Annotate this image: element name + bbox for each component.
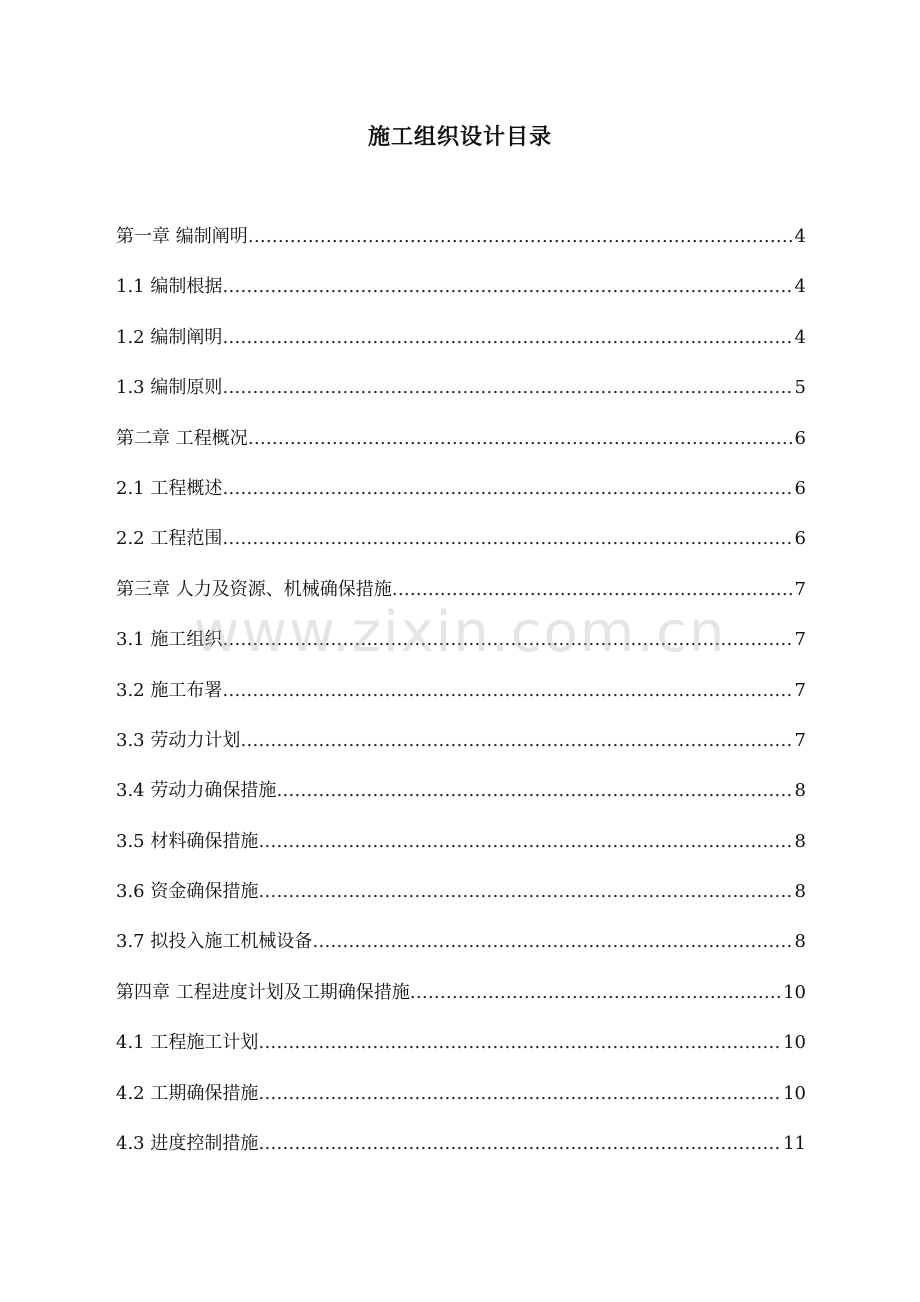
toc-entry bbox=[116, 877, 806, 927]
toc-entry-page: 6 bbox=[794, 528, 806, 550]
toc-entry-label: 1.2 编制阐明 bbox=[116, 326, 223, 348]
toc-entry-label: 2.1 工程概述 bbox=[116, 477, 223, 499]
toc-leader-dots bbox=[222, 276, 792, 297]
toc-entry bbox=[116, 827, 806, 877]
toc-entry bbox=[116, 373, 806, 423]
toc-entry-label: 4.2 工期确保措施 bbox=[116, 1082, 259, 1104]
toc-entry-page: 7 bbox=[794, 629, 806, 651]
toc-leader-dots bbox=[222, 680, 792, 701]
toc-entry bbox=[116, 1079, 806, 1129]
toc-entry bbox=[116, 1028, 806, 1078]
toc-entry-label: 3.4 劳动力确保措施 bbox=[116, 780, 277, 802]
toc-entry-label: 第一章 编制阐明 bbox=[116, 226, 248, 247]
toc-entry-page: 4 bbox=[794, 326, 806, 348]
toc-leader-dots bbox=[258, 1133, 781, 1154]
toc-entry-page: 10 bbox=[783, 981, 806, 1003]
toc-entry-label: 3.1 施工组织 bbox=[116, 629, 223, 651]
toc-entry bbox=[116, 726, 806, 776]
document-title: 施工组织设计目录 bbox=[367, 124, 552, 150]
toc-entry-label: 2.2 工程范围 bbox=[116, 528, 223, 550]
toc-entry-label: 1.1 编制根据 bbox=[116, 276, 223, 298]
toc-entry-page: 6 bbox=[794, 477, 806, 499]
toc-leader-dots bbox=[258, 1083, 781, 1104]
toc-leader-dots bbox=[222, 629, 792, 650]
toc-leader-dots bbox=[248, 428, 793, 449]
toc-entry-page: 6 bbox=[794, 427, 806, 449]
toc-entry bbox=[116, 575, 806, 625]
toc-entry bbox=[116, 927, 806, 977]
toc-leader-dots bbox=[276, 780, 792, 801]
toc-entry-label: 第三章 人力及资源、机械确保措施 bbox=[116, 578, 392, 600]
toc-entry bbox=[116, 776, 806, 826]
toc-leader-dots bbox=[222, 327, 792, 348]
toc-entry bbox=[116, 424, 806, 474]
toc-entry-page: 7 bbox=[794, 729, 806, 751]
toc-entry bbox=[116, 1129, 806, 1179]
toc-leader-dots bbox=[222, 377, 792, 398]
toc-entry bbox=[116, 978, 806, 1028]
toc-entry bbox=[116, 222, 806, 272]
toc-entry-label: 3.3 劳动力计划 bbox=[116, 729, 241, 751]
toc-entry-page: 5 bbox=[794, 377, 806, 399]
toc-entry-label: 3.7 拟投入施工机械设备 bbox=[116, 931, 313, 953]
toc-entry bbox=[116, 272, 806, 322]
toc-entry-page: 10 bbox=[783, 1082, 806, 1104]
toc-leader-dots bbox=[240, 730, 792, 751]
toc-entry-page: 7 bbox=[794, 679, 806, 701]
toc-entry-label: 第二章 工程概况 bbox=[116, 427, 248, 449]
toc-leader-dots bbox=[222, 478, 792, 499]
toc-entry-label: 4.1 工程施工计划 bbox=[116, 1032, 259, 1054]
toc-entry-page: 11 bbox=[783, 1133, 806, 1155]
toc-entry-page: 8 bbox=[794, 881, 806, 903]
toc-entry-label: 3.5 材料确保措施 bbox=[116, 830, 259, 852]
toc-leader-dots bbox=[410, 982, 781, 1003]
toc-entry-page: 7 bbox=[794, 578, 806, 600]
toc-entry-page: 8 bbox=[794, 830, 806, 852]
toc-leader-dots bbox=[222, 528, 792, 549]
toc-entry bbox=[116, 524, 806, 574]
toc-entry-page: 8 bbox=[794, 931, 806, 953]
toc-entry-page: 4 bbox=[794, 226, 806, 247]
toc-leader-dots bbox=[312, 931, 792, 952]
toc-entry-page: 10 bbox=[783, 1032, 806, 1054]
watermark: www.zixin.com.cn bbox=[193, 600, 727, 665]
toc-leader-dots bbox=[258, 1032, 781, 1053]
toc-leader-dots bbox=[248, 226, 793, 247]
table-of-contents bbox=[116, 222, 806, 1179]
toc-entry-label: 第四章 工程进度计划及工期确保措施 bbox=[116, 981, 410, 1003]
toc-entry-label: 3.6 资金确保措施 bbox=[116, 881, 259, 903]
toc-leader-dots bbox=[258, 881, 792, 902]
toc-entry bbox=[116, 676, 806, 726]
toc-leader-dots bbox=[392, 579, 793, 600]
toc-leader-dots bbox=[258, 831, 792, 852]
toc-entry bbox=[116, 474, 806, 524]
toc-entry-page: 8 bbox=[794, 780, 806, 802]
toc-entry bbox=[116, 323, 806, 373]
toc-entry-label: 3.2 施工布署 bbox=[116, 679, 223, 701]
toc-entry-label: 1.3 编制原则 bbox=[116, 377, 223, 399]
toc-entry-page: 4 bbox=[794, 276, 806, 298]
toc-entry-label: 4.3 进度控制措施 bbox=[116, 1133, 259, 1155]
toc-entry bbox=[116, 625, 806, 675]
